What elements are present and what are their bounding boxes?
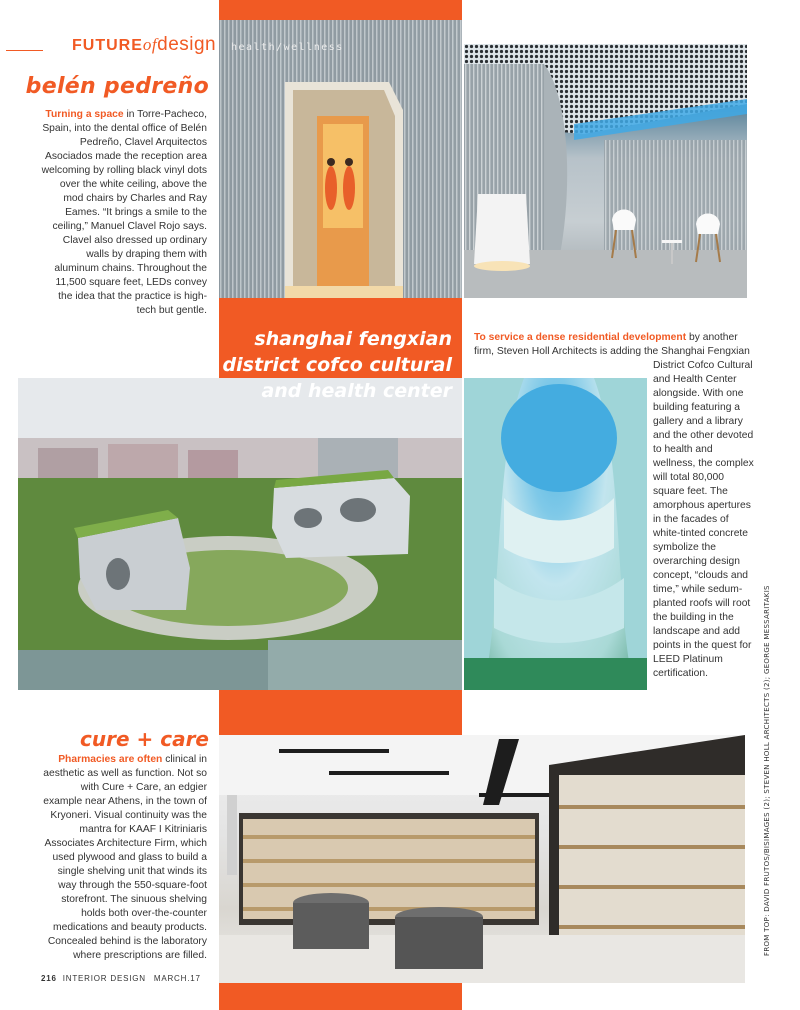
photo-dental-corridor — [219, 20, 462, 298]
article-belen-body — [40, 108, 207, 318]
aerial-render-illustration — [18, 378, 462, 690]
headline-belen-pedreno: belén pedreño — [25, 74, 209, 99]
photo-cure-care-pharmacy — [219, 735, 745, 983]
section-kicker: health/wellness — [231, 42, 344, 53]
article-cure-lead: Pharmacies are often — [58, 754, 163, 765]
brand-design: design — [157, 34, 217, 55]
brand-future: FUTURE — [72, 37, 143, 54]
article-shanghai-text-1: by another firm, Steven Holl Architects is adding the Shanghai Fengxian — [474, 332, 750, 357]
photo-credit: FROM TOP: DAVID FRUTOS/BISIMAGES (2); STEVEN HOLL ARCHITECTS (2); GEORGE MESSARITAKIS — [763, 585, 771, 956]
magazine-name: INTERIOR DESIGN — [62, 974, 146, 983]
orange-band-bottom — [219, 983, 462, 1010]
article-belen-lead: Turning a space — [45, 109, 124, 120]
section-brand — [72, 34, 216, 56]
orange-band-top — [219, 0, 462, 20]
header-rule — [6, 50, 43, 51]
photo-cofco-aerial-render — [18, 378, 462, 690]
article-shanghai-intro — [474, 331, 756, 359]
photo-dental-reception — [464, 44, 747, 298]
article-shanghai-lead: To service a dense residential development — [474, 332, 687, 343]
pharmacy-illustration — [219, 735, 745, 983]
page-number: 216 — [41, 974, 57, 983]
orange-band-lower — [219, 690, 462, 735]
article-cure-body — [40, 753, 207, 963]
issue-date: MARCH.17 — [153, 974, 201, 983]
reception-illustration — [464, 44, 747, 298]
page-footer — [41, 974, 201, 983]
article-shanghai-text-2: District Cofco Cultural and Health Center alongside. With one building featuring a gallery and a library and the other devoted to health and wellness, the complex will total 80,000 square feet. The amorphous apertures in the facades of white-tinted concrete symbolize the overarching design concept, “clouds and time,” while sedum-planted roofs will root the building in the landscape and add points in the quest for LEED Platinum certification. — [653, 360, 754, 679]
corridor-illustration — [219, 20, 462, 298]
article-cure-text: clinical in aesthetic as well as function. Not so with Cure + Care, an edgier example near Athens, in the town of Kryoneri. Visual continuity was the mantra for KAAF I Kitriniaris Associates Architecture Firm, which used plywood and glass to build a single shelving unit that winds its way through the 550-square-foot storefront. The sinuous shelving holds both over-the-counter medications and beauty products. Concealed behind is the laboratory where prescriptions are filled. — [43, 754, 207, 961]
headline-shanghai-cofco: shanghai fengxian district cofco cultural and health center — [222, 328, 452, 402]
headline-cure-care: cure + care — [80, 727, 209, 751]
photo-cofco-interior-render — [464, 378, 647, 690]
article-belen-text: in Torre-Pacheco, Spain, into the dental office of Belén Pedreño, Clavel Arquitectos Asociados made the reception area welcoming by rolling black vinyl dots over the white ceiling, above the mod chairs by Charles and Ray Eames. “It brings a smile to the ceiling,” Manuel Clavel Rojo says. Clavel also dressed up ordinary walls by draping them with aluminum chains. Throughout the 11,500 square feet, LEDs convey the idea that the practice is high-tech but gentle. — [41, 109, 207, 316]
brand-of: of — [142, 35, 158, 54]
interior-render-illustration — [464, 378, 647, 690]
